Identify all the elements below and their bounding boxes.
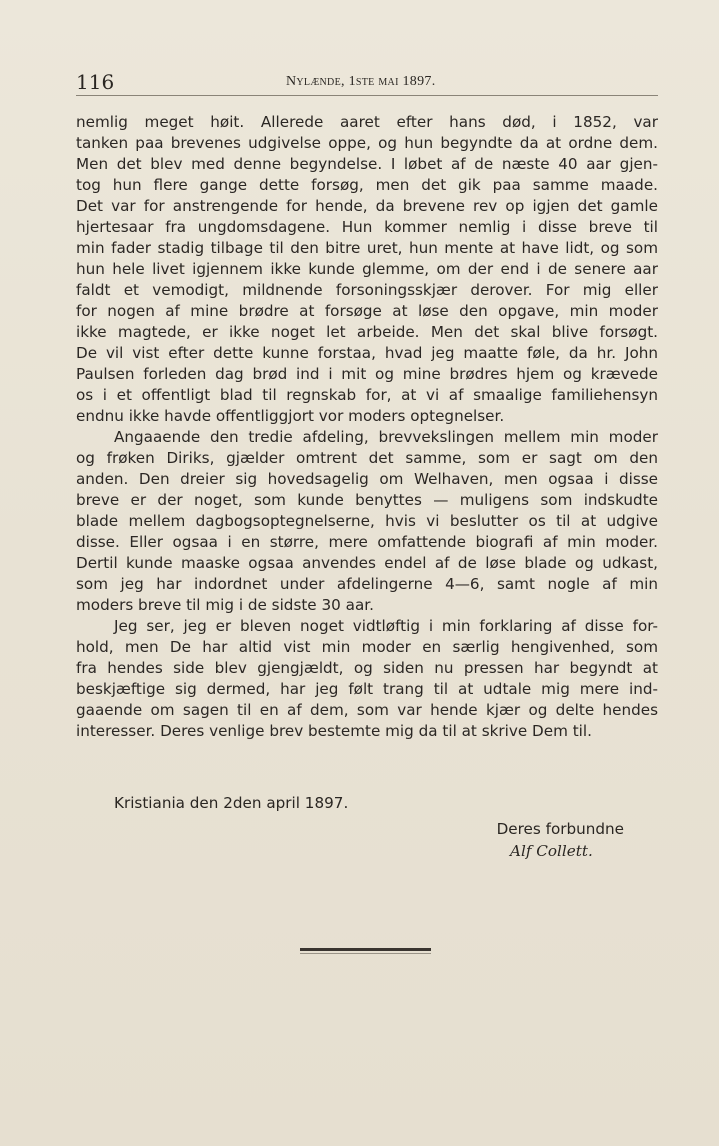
text-line: nemlig meget høit. Allerede aaret efter hans død, i 1852, var	[76, 113, 658, 131]
place-date: Kristiania den 2den april 1897.	[114, 794, 349, 812]
text-line: Dertil kunde maaske ogsaa anvendes endel af de løse blade og udkast,	[76, 554, 658, 572]
text-line: Paulsen forleden dag brød ind i mit og mine brødres hjem og krævede	[76, 365, 658, 383]
text-line: moders breve til mig i de sidste 30 aar.	[76, 596, 374, 614]
text-line: fra hendes side blev gjengjældt, og siden nu pressen har begyndt at	[76, 659, 658, 677]
body-text	[76, 112, 658, 742]
text-line: tanken paa brevenes udgivelse oppe, og hun begyndte da at ordne dem.	[76, 134, 658, 152]
text-line: tog hun flere gange dette forsøg, men det gik paa samme maade.	[76, 176, 658, 194]
text-line: interesser. Deres venlige brev bestemte mig da til at skrive Dem til.	[76, 722, 592, 740]
text-line: og frøken Diriks, gjælder omtrent det samme, som er sagt om den	[76, 449, 658, 467]
text-line: Det var for anstrengende for hende, da brevene rev op igjen det gamle	[76, 197, 658, 215]
running-head: Nylænde, 1ste mai 1897.	[286, 74, 436, 89]
closing-phrase: Deres forbundne	[496, 820, 624, 838]
text-line: faldt et vemodigt, mildnende forsoningsskjær derover. For mig eller	[76, 281, 658, 299]
text-line: Jeg ser, jeg er bleven noget vidtløftig i min forklaring af disse for-	[114, 617, 658, 635]
page-header	[76, 70, 658, 96]
text-line: hun hele livet igjennem ikke kunde glemme, om der end i de senere aar	[76, 260, 658, 278]
text-line: hold, men De har altid vist min moder en særlig hengivenhed, som	[76, 638, 658, 656]
text-line: hjertesaar fra ungdomsdagene. Hun kommer nemlig i disse breve til	[76, 218, 658, 236]
page-number: 116	[76, 70, 115, 94]
end-rule	[300, 948, 431, 951]
text-line: beskjæftige sig dermed, har jeg følt trang til at udtale mig mere ind-	[76, 680, 658, 698]
text-line: min fader stadig tilbage til den bitre uret, hun mente at have lidt, og som	[76, 239, 658, 257]
text-line: Angaaende den tredie afdeling, brevvekslingen mellem min moder	[114, 428, 658, 446]
text-line: Men det blev med denne begyndelse. I løbet af de næste 40 aar gjen-	[76, 155, 658, 173]
text-line: blade mellem dagbogsoptegnelserne, hvis vi beslutter os til at udgive	[76, 512, 658, 530]
signature: Alf Collett.	[510, 842, 593, 860]
text-line: gaaende om sagen til en af dem, som var hende kjær og delte hendes	[76, 701, 658, 719]
header-rule	[76, 95, 658, 96]
text-line: som jeg har indordnet under afdelingerne 4—6, samt nogle af min	[76, 575, 658, 593]
text-line: De vil vist efter dette kunne forstaa, hvad jeg maatte føle, da hr. John	[76, 344, 658, 362]
text-line: disse. Eller ogsaa i en større, mere omfattende biografi af min moder.	[76, 533, 658, 551]
text-line: anden. Den dreier sig hovedsagelig om Welhaven, men ogsaa i disse	[76, 470, 658, 488]
text-line: for nogen af mine brødre at forsøge at løse den opgave, min moder	[76, 302, 658, 320]
text-line: ikke magtede, er ikke noget let arbeide. Men det skal blive forsøgt.	[76, 323, 658, 341]
text-line: endnu ikke havde offentliggjort vor moders optegnelser.	[76, 407, 505, 425]
text-line: os i et offentligt blad til regnskab for, at vi af smaalige familiehensyn	[76, 386, 658, 404]
text-line: breve er der noget, som kunde benyttes — muligens som indskudte	[76, 491, 658, 509]
